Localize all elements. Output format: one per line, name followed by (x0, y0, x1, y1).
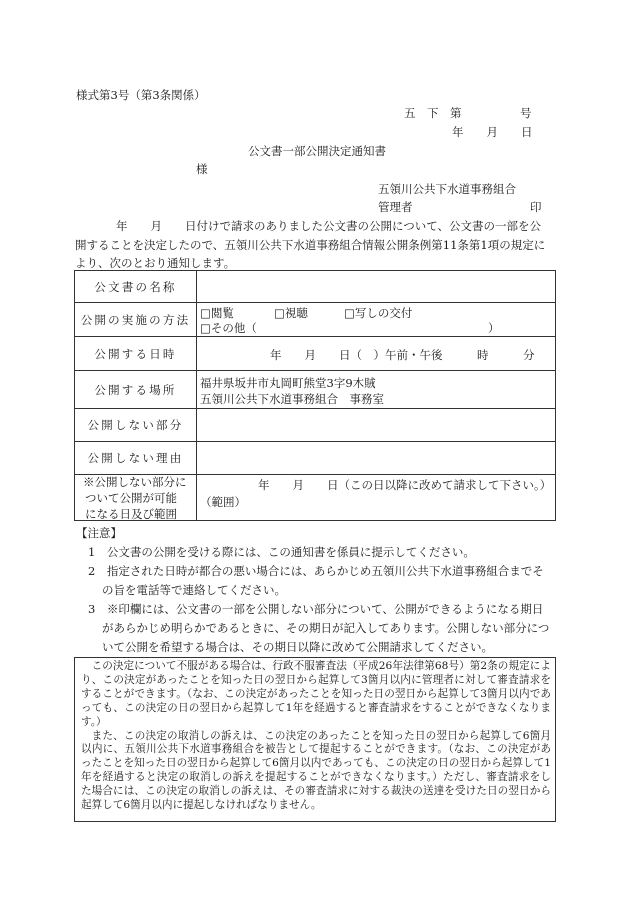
appeal-notice-paragraph-1: この決定について不服がある場合は、行政不服審査法（平成26年法律第68号）第2条の規定により、この決定があったことを知った日の翌日から起算して3箇月以内に管理者に対して審査請求をすることができます。（なお、この決定があったことを知った日の翌日から起算して3箇月以内であっても、この決定の日の翌日から起算して1年を経過すると審査請求をすることができなくなります。） (81, 660, 551, 728)
note-1: 1 公文書の公開を受ける際には、この通知書を係員に提示してください。 (88, 545, 475, 559)
label-place: 公開する場所 (75, 371, 197, 408)
row-document-name (75, 271, 555, 303)
value-datetime (198, 337, 555, 370)
checkbox-inspection[interactable]: □閲覧 (200, 306, 234, 320)
document-number-prefix: 五 下 第 (404, 106, 462, 120)
issuer-title: 管理者 (378, 200, 413, 214)
datetime-text: 年 月 日（ ）午前・午後 時 分 (270, 348, 535, 362)
value-reason (198, 442, 555, 474)
label-reason: 公開しない理由 (75, 442, 197, 474)
label-nondisclosed: 公開しない部分 (75, 409, 197, 441)
row-place (75, 371, 555, 409)
note-3-line-3: いて公開を希望する場合は、その期日以降に改めて公開請求してください。 (102, 640, 493, 654)
notes-heading: 【注意】 (76, 526, 122, 540)
row-datetime (75, 337, 555, 371)
note-2-line-1: 2 指定された日時が都合の悪い場合には、あらかじめ五領川公共下水道事務組合までそ (88, 564, 544, 578)
value-future-disclosure (198, 475, 555, 520)
form-number: 様式第3号（第3条関係） (76, 88, 206, 102)
intro-line-1: 年 月 日付けで請求のありました公文書の公開について、公文書の一部を公 (116, 219, 542, 233)
addressee: 様 (196, 162, 208, 176)
document-number-suffix: 号 (520, 106, 532, 120)
future-label-line-2: ついて公開が可能 (85, 490, 177, 505)
row-reason (75, 442, 555, 475)
label-document-name: 公文書の名称 (75, 271, 197, 302)
label-future-disclosure (75, 475, 197, 520)
checkbox-other[interactable]: □その他（ (200, 321, 257, 335)
value-method (198, 303, 555, 336)
note-3-line-2: があらかじめ明らかであるときに、その期日が記入してあります。公開しない部分につ (102, 621, 550, 635)
disclosure-table (74, 270, 556, 521)
checkbox-copy[interactable]: □写しの交付 (344, 306, 413, 320)
seal-mark: 印 (530, 200, 542, 214)
date-line: 年 月 日 (452, 125, 533, 139)
row-future-disclosure (75, 475, 555, 520)
intro-line-2: 開することを決定したので、五領川公共下水道事務組合情報公開条例第11条第1項の規定に (75, 238, 546, 252)
value-nondisclosed (198, 409, 555, 441)
note-3-line-1: 3 ※印欄には、公文書の一部を公開しない部分について、公開ができるようになる期日 (88, 602, 544, 616)
issuer-organization: 五領川公共下水道事務組合 (378, 182, 516, 196)
label-datetime: 公開する日時 (75, 337, 197, 370)
row-method (75, 303, 555, 337)
value-document-name (198, 271, 555, 302)
appeal-notice-box (74, 657, 556, 822)
row-nondisclosed (75, 409, 555, 442)
place-address: 福井県坂井市丸岡町熊堂3字9木賊 (200, 376, 376, 390)
future-label-line-3: になる日及び範囲 (85, 506, 177, 521)
appeal-notice-paragraph-2: また、この決定の取消しの訴えは、この決定のあったことを知った日の翌日から起算して6箇月以内に、五領川公共下水道事務組合を被告として提起することができます。（なお、この決定があったことを知った日の翌日から起算して6箇月以内であっても、この決定の日の翌日から起算して1年を経過すると決定の取消しの訴えを提起することができなくなります。）ただし、審査請求をした場合には、この決定の取消しの訴えは、その審査請求に対する裁決の送達を受けた日の翌日から起算して6箇月以内に提起しなければなりません。 (81, 729, 551, 812)
future-date: 年 月 日（この日以降に改めて請求して下さい。） (258, 478, 552, 492)
intro-line-3: より、次のとおり通知します。 (75, 256, 236, 270)
future-range: （範囲） (200, 495, 246, 509)
note-2-line-2: の旨を電話等で連絡してください。 (102, 583, 286, 597)
value-place (198, 371, 555, 408)
future-label-line-1: ※公開しない部分に (83, 474, 187, 489)
checkbox-viewing[interactable]: □視聴 (274, 306, 308, 320)
label-method: 公開の実施の方法 (75, 303, 197, 336)
place-office: 五領川公共下水道事務組合 事務室 (200, 392, 384, 406)
other-close-paren: ） (488, 321, 500, 335)
document-title: 公文書一部公開決定通知書 (248, 144, 386, 158)
